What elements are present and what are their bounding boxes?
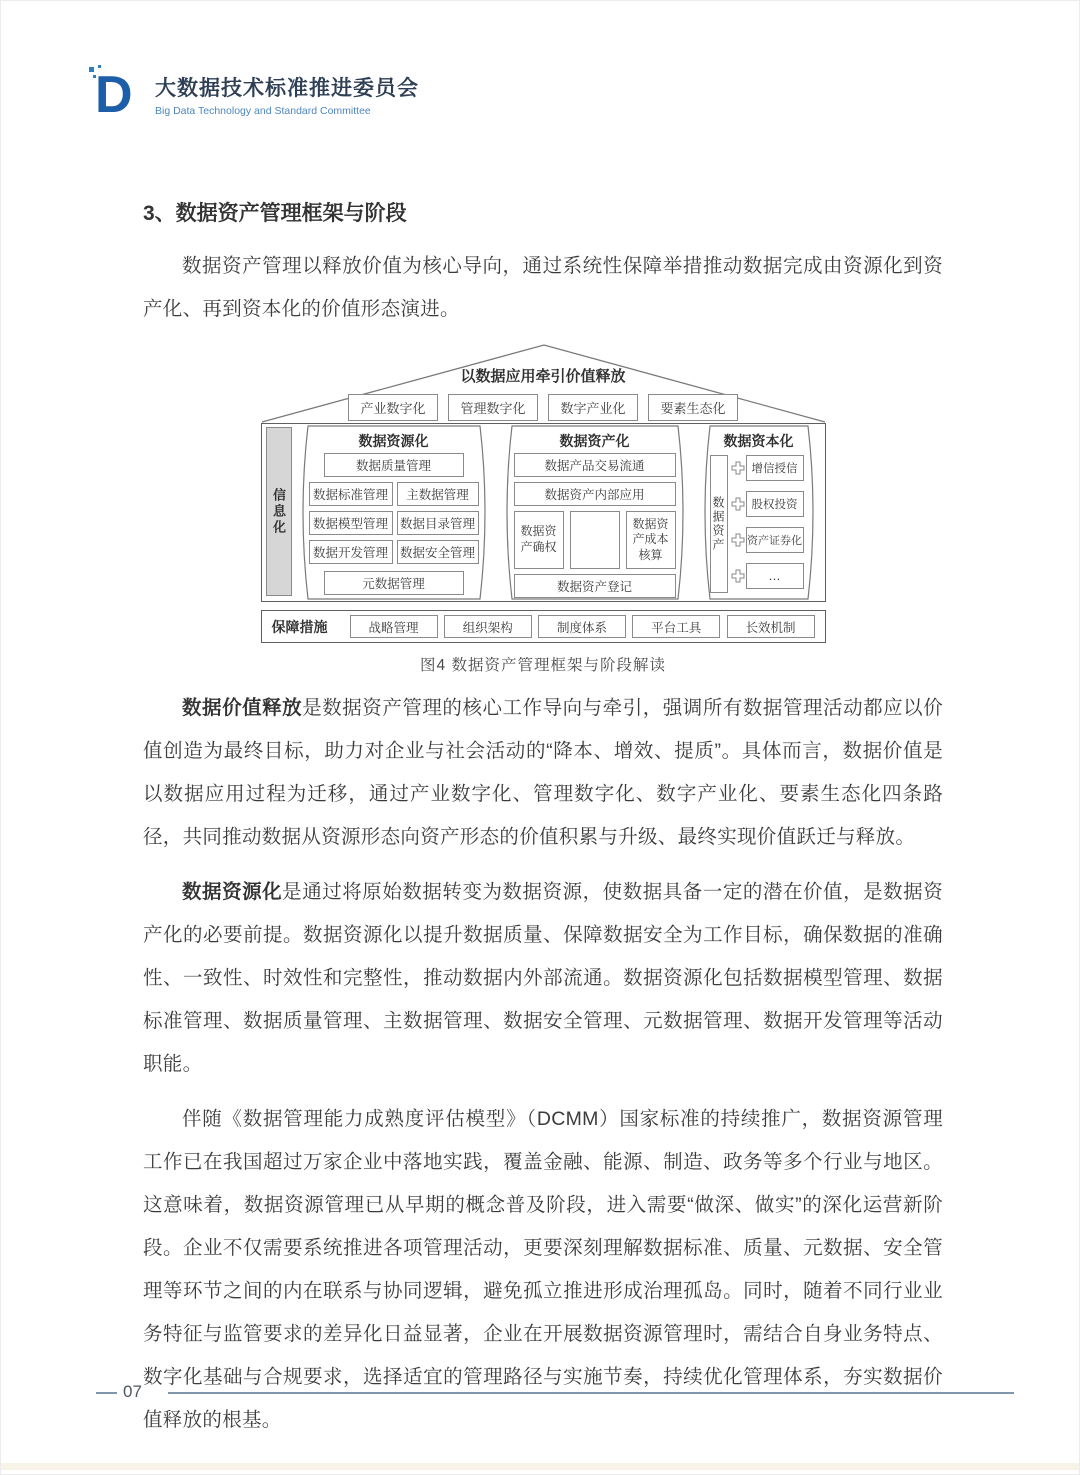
roof-path-row — [261, 394, 826, 421]
figure-4 — [261, 343, 826, 675]
activity-box: 数据质量管理 — [324, 453, 464, 477]
plus-icon — [731, 569, 745, 583]
section-heading: 3、数据资产管理框架与阶段 — [143, 202, 407, 225]
activity-box: 数据标准管理 — [309, 482, 393, 506]
panel-title: 数据资本化 — [723, 433, 794, 449]
data-asset-vertical-box — [710, 455, 728, 593]
paragraph — [143, 687, 943, 859]
capital-box: 增信授信 — [746, 455, 804, 481]
activity-box: 数据资产登记 — [514, 574, 676, 598]
roof-path-box: 管理数字化 — [448, 394, 538, 421]
activity-box: 数据模型管理 — [309, 511, 393, 535]
plus-icon — [731, 461, 745, 475]
paragraph — [143, 871, 943, 1086]
figure-caption: 图4 数据资产管理框架与阶段解读 — [420, 657, 666, 674]
roof-title: 以数据应用牵引价值释放 — [460, 368, 626, 385]
capital-box: 股权投资 — [746, 491, 804, 517]
activity-box: 主数据管理 — [397, 482, 479, 506]
committee-logo — [89, 65, 419, 123]
support-box: 制度体系 — [538, 615, 626, 638]
logo-title-cn: 大数据技术标准推进委员会 — [155, 76, 419, 100]
logo-d-icon — [89, 65, 145, 123]
plus-icon — [731, 533, 745, 547]
logo-text — [155, 72, 419, 117]
diagram-body — [261, 423, 826, 602]
roof-path-box: 要素生态化 — [648, 394, 738, 421]
panel-data-capitalization — [698, 425, 820, 600]
paragraph-text: 是通过将原始数据转变为数据资源，使数据具备一定的潜在价值，是数据资产化的必要前提。数据资源化以提升数据质量、保障数据安全为工作目标，确保数据的准确性、一致性、时效性和完整性，推动数据内外部流通。数据资源化包括数据模型管理、数据标准管理、数据质量管理、主数据管理、数据安全管理、元数据管理、数据开发管理等活动职能。 — [143, 881, 943, 1075]
activity-box: 数据开发管理 — [309, 540, 393, 564]
footer-dash — [96, 1392, 117, 1394]
support-measures-bar — [261, 610, 826, 643]
support-box: 组织架构 — [444, 615, 532, 638]
paragraph-text: 是数据资产管理的核心工作导向与牵引，强调所有数据管理活动都应以价值创造为最终目标，助力对企业与社会活动的“降本、增效、提质”。具体而言，数据价值是以数据应用过程为迁移，通过产业数字化、管理数字化、数字产业化、要素生态化四条路径，共同推动数据从资源形态向资产形态的价值积累与升级、最终实现价值跃迁与释放。 — [143, 697, 943, 848]
logo-title-en: Big Data Technology and Standard Committee — [155, 104, 371, 117]
panel-title: 数据资产化 — [559, 433, 630, 449]
roof-path-box: 产业数字化 — [348, 394, 438, 421]
support-box: 长效机制 — [727, 615, 815, 638]
activity-box: 数据安全管理 — [397, 540, 479, 564]
page-footer — [1, 1379, 1080, 1409]
capital-box: … — [746, 563, 804, 589]
support-label: 保障措施 — [271, 618, 328, 635]
panel-data-resourcing — [296, 425, 492, 600]
panel-data-assetization — [500, 425, 690, 600]
support-boxes — [350, 615, 815, 638]
activity-box: 数据资产成本核算 — [626, 511, 676, 569]
paragraph-lead: 数据价值释放 — [182, 697, 303, 719]
roof-path-box: 数字产业化 — [548, 394, 638, 421]
paragraph-lead: 数据资源化 — [182, 881, 283, 903]
page-number: 07 — [123, 1382, 142, 1401]
data-asset-label: 数据资产 — [711, 496, 725, 552]
support-box: 战略管理 — [350, 615, 438, 638]
panel-title: 数据资源化 — [358, 433, 429, 449]
logo-d-letter: D — [95, 66, 133, 124]
activity-box: 元数据管理 — [324, 571, 464, 595]
informatization-label: 信息化 — [271, 487, 286, 536]
paragraph — [143, 245, 943, 331]
plus-icon — [731, 497, 745, 511]
logo-dot — [89, 67, 94, 72]
bottom-strip — [1, 1463, 1079, 1470]
capital-box: 资产证券化 — [746, 527, 804, 553]
support-box: 平台工具 — [632, 615, 720, 638]
footer-rule — [168, 1392, 1014, 1394]
informatization-bar — [266, 427, 292, 596]
page-content — [143, 197, 943, 1454]
activity-box: 数据产品交易流通 — [514, 453, 676, 477]
activity-box: 数据资产内部应用 — [514, 482, 676, 506]
framework-diagram — [261, 343, 826, 643]
paragraph-text: 伴随《数据管理能力成熟度评估模型》（DCMM）国家标准的持续推广，数据资源管理工作已在我国超过万家企业中落地实践，覆盖金融、能源、制造、政务等多个行业与地区。这意味着，数据资源管理已从早期的概念普及阶段，进入需要“做深、做实”的深化运营新阶段。企业不仅需要系统推进各项管理活动，更要深刻理解数据标准、质量、元数据、安全管理等环节之间的内在联系与协同逻辑，避免孤立推进形成治理孤岛。同时，随着不同行业业务特征与监管要求的差异化日益显著，企业在开展数据资源管理时，需结合自身业务特点、数字化基础与合规要求，选择适宜的管理路径与实施节奏，持续优化管理体系，夯实数据价值释放的根基。 — [143, 1108, 943, 1431]
activity-box — [570, 511, 620, 569]
paragraph-text: 数据资产管理以释放价值为核心导向，通过系统性保障举措推动数据完成由资源化到资产化、再到资本化的价值形态演进。 — [143, 255, 943, 320]
activity-box: 数据资产确权 — [514, 511, 564, 569]
activity-box: 数据目录管理 — [397, 511, 479, 535]
